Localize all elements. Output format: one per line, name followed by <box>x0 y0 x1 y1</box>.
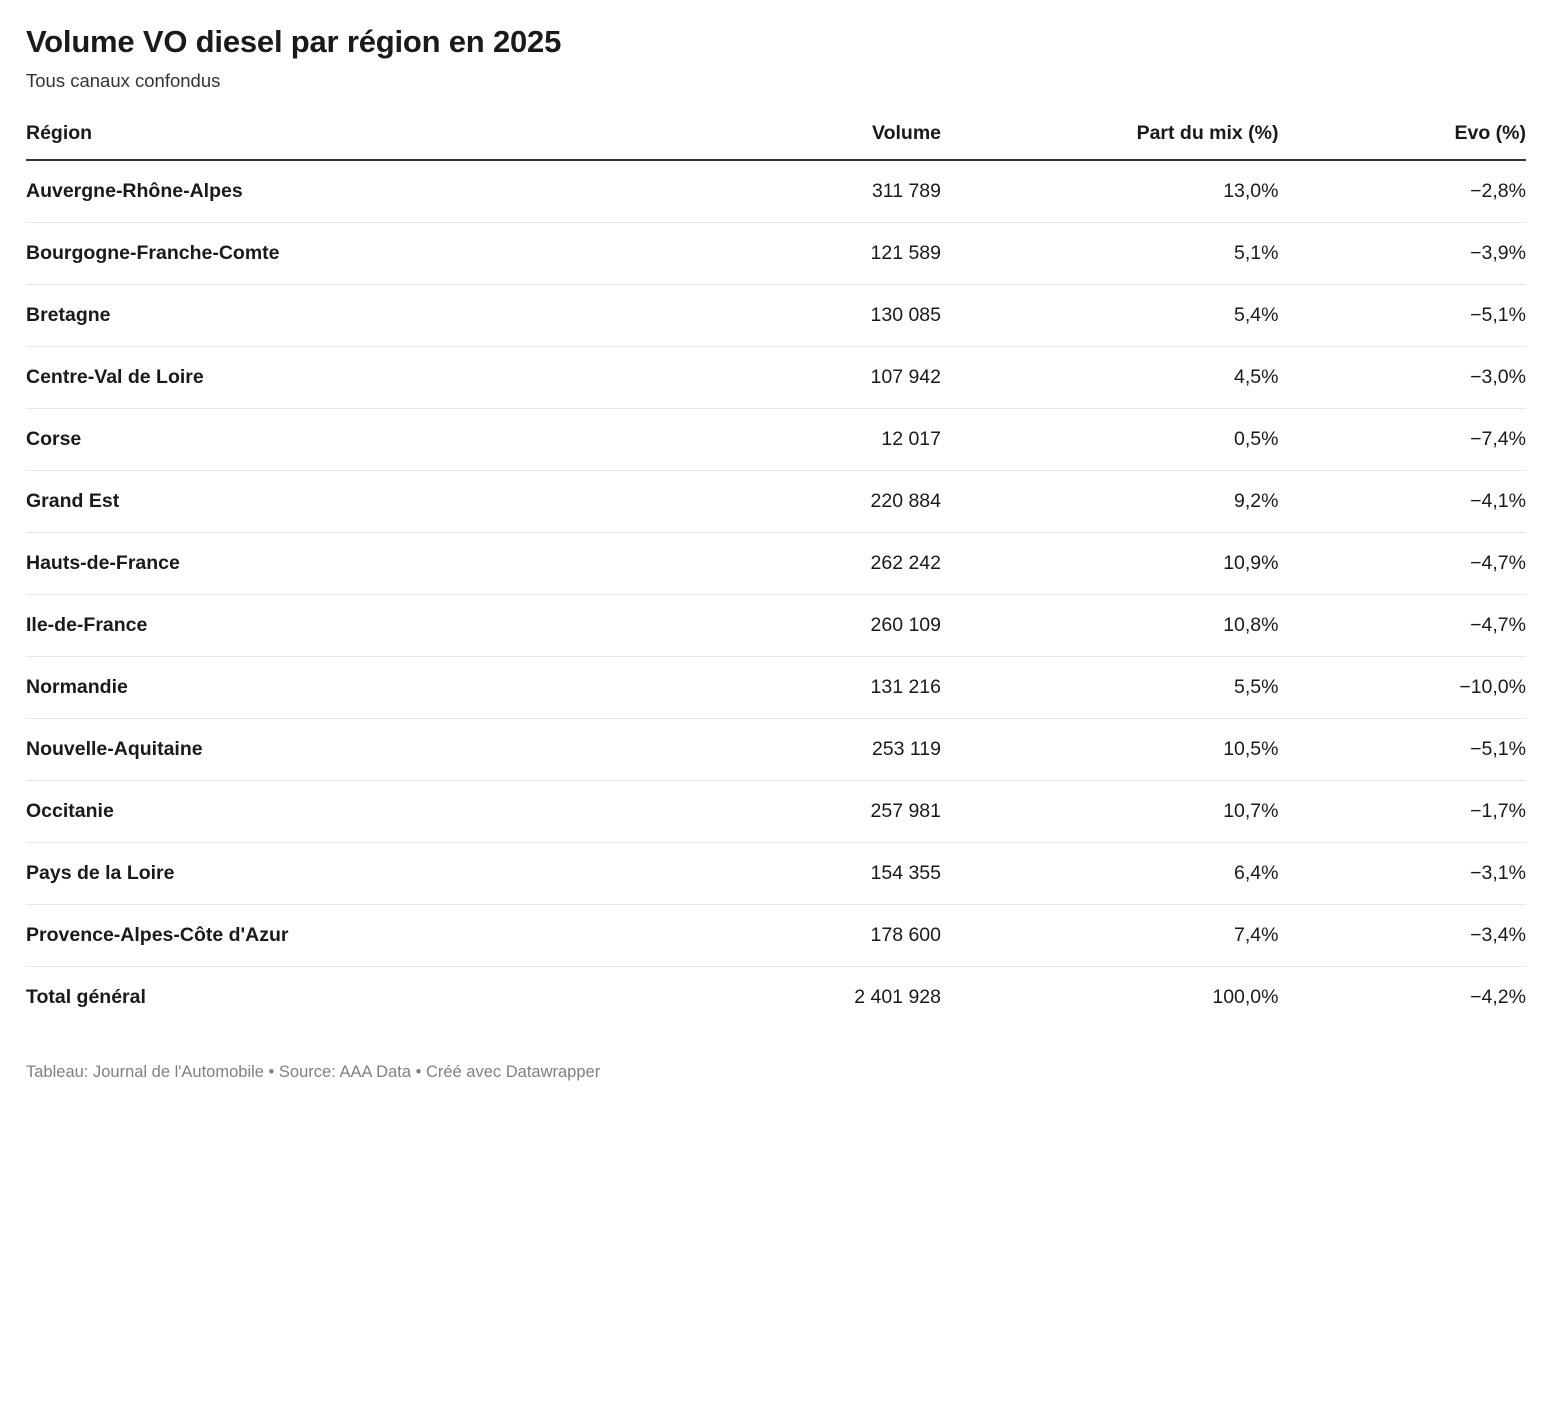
cell-region: Bretagne <box>26 284 664 346</box>
table-row <box>26 594 1526 656</box>
table-footer-note <box>0 1062 1552 1083</box>
column-header-mix[interactable]: Part du mix (%) <box>941 122 1279 160</box>
cell-mix: 10,7% <box>941 780 1279 842</box>
table-row <box>26 160 1526 223</box>
cell-region: Auvergne-Rhône-Alpes <box>26 160 664 223</box>
cell-mix: 4,5% <box>941 346 1279 408</box>
cell-region: Centre-Val de Loire <box>26 346 664 408</box>
cell-mix: 13,0% <box>941 160 1279 223</box>
cell-mix: 6,4% <box>941 842 1279 904</box>
cell-volume: 311 789 <box>664 160 942 223</box>
column-header-evo[interactable]: Evo (%) <box>1279 122 1527 160</box>
cell-volume: 154 355 <box>664 842 942 904</box>
cell-evo: −2,8% <box>1279 160 1527 223</box>
cell-evo: −3,4% <box>1279 904 1527 966</box>
cell-mix: 7,4% <box>941 904 1279 966</box>
cell-mix: 9,2% <box>941 470 1279 532</box>
column-header-volume[interactable]: Volume <box>664 122 942 160</box>
cell-mix: 5,5% <box>941 656 1279 718</box>
cell-mix: 10,9% <box>941 532 1279 594</box>
cell-volume: 121 589 <box>664 222 942 284</box>
table-row <box>26 284 1526 346</box>
cell-region: Total général <box>26 985 146 1008</box>
cell-region: Provence-Alpes-Côte d'Azur <box>26 904 664 966</box>
cell-evo: −4,7% <box>1279 594 1527 656</box>
cell-volume: 220 884 <box>664 470 942 532</box>
cell-volume: 178 600 <box>664 904 942 966</box>
cell-evo: −4,1% <box>1279 470 1527 532</box>
cell-mix: 5,4% <box>941 284 1279 346</box>
cell-volume: 257 981 <box>664 780 942 842</box>
cell-mix: 0,5% <box>941 408 1279 470</box>
cell-evo: −5,1% <box>1279 284 1527 346</box>
cell-evo: −10,0% <box>1279 656 1527 718</box>
table-row <box>26 842 1526 904</box>
table-row <box>26 656 1526 718</box>
page-subtitle: Tous canaux confondus <box>26 69 221 91</box>
cell-evo: −4,7% <box>1279 532 1527 594</box>
table-body <box>26 160 1526 1028</box>
cell-region: Corse <box>26 408 664 470</box>
cell-region: Normandie <box>26 656 664 718</box>
table-row <box>26 222 1526 284</box>
table-row <box>26 904 1526 966</box>
cell-evo: −3,1% <box>1279 842 1527 904</box>
cell-volume: 107 942 <box>664 346 942 408</box>
cell-region: Hauts-de-France <box>26 532 664 594</box>
table-row <box>26 408 1526 470</box>
table-row-total <box>26 966 1526 1028</box>
data-table <box>26 122 1526 1028</box>
cell-evo: −1,7% <box>1279 780 1527 842</box>
table-row <box>26 470 1526 532</box>
cell-volume: 131 216 <box>664 656 942 718</box>
cell-evo: −3,0% <box>1279 346 1527 408</box>
page-title: Volume VO diesel par région en 2025 <box>26 24 562 59</box>
table-row <box>26 532 1526 594</box>
cell-volume: 12 017 <box>664 408 942 470</box>
cell-mix: 5,1% <box>941 222 1279 284</box>
cell-volume: 253 119 <box>664 718 942 780</box>
footer-text: Tableau: Journal de l'Automobile • Source: AAA Data • Créé avec Datawrapper <box>26 1062 601 1081</box>
cell-mix: 10,5% <box>941 718 1279 780</box>
cell-region: Pays de la Loire <box>26 842 664 904</box>
cell-mix: 10,8% <box>941 594 1279 656</box>
cell-region: Bourgogne-Franche-Comte <box>26 222 664 284</box>
table-header <box>26 122 1526 160</box>
cell-evo: −7,4% <box>1279 408 1527 470</box>
column-header-region[interactable]: Région <box>26 122 664 160</box>
cell-region: Nouvelle-Aquitaine <box>26 718 664 780</box>
cell-mix: 100,0% <box>1212 985 1279 1008</box>
cell-region: Ile-de-France <box>26 594 664 656</box>
table-row <box>26 718 1526 780</box>
table-header-row <box>26 122 1526 160</box>
cell-evo: −4,2% <box>1470 985 1526 1008</box>
cell-region: Occitanie <box>26 780 664 842</box>
cell-volume: 130 085 <box>664 284 942 346</box>
cell-volume: 262 242 <box>664 532 942 594</box>
cell-volume: 2 401 928 <box>854 985 941 1008</box>
cell-evo: −5,1% <box>1279 718 1527 780</box>
table-row <box>26 346 1526 408</box>
cell-volume: 260 109 <box>664 594 942 656</box>
cell-evo: −3,9% <box>1279 222 1527 284</box>
cell-region: Grand Est <box>26 470 664 532</box>
table-row <box>26 780 1526 842</box>
